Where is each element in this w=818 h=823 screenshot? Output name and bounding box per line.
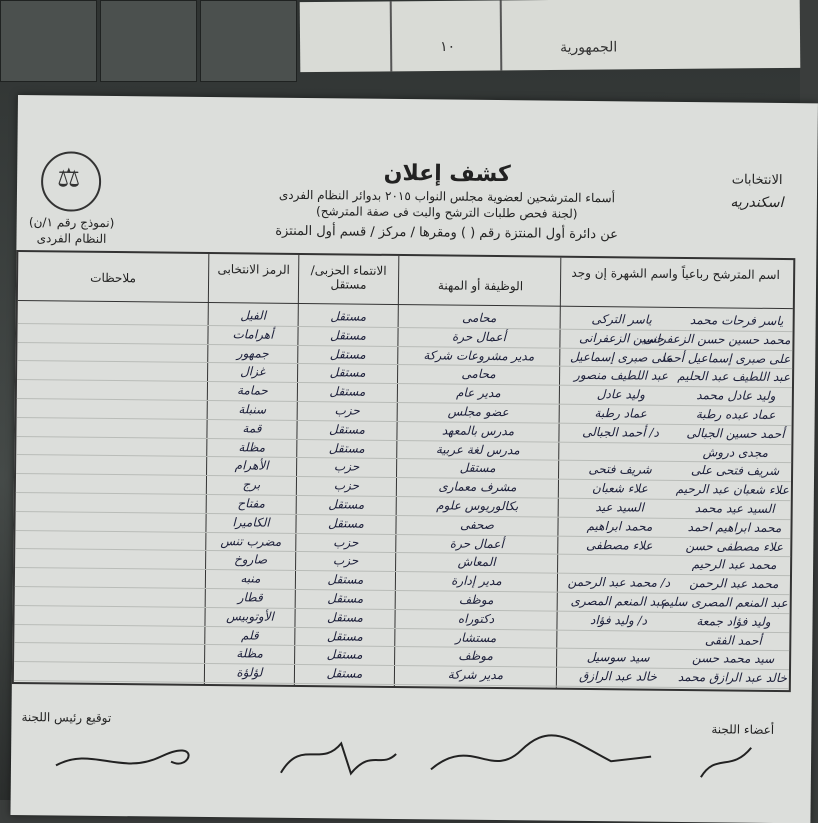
cell-name: عبد المنعم المصرى سليم xyxy=(661,594,788,611)
cell-symbol: مضرب تنس xyxy=(220,533,282,549)
candidates-table xyxy=(12,250,796,692)
cell-party: مستقل xyxy=(326,628,363,644)
cell-job: محامى xyxy=(461,310,497,326)
cell-name: ياسر فرحات محمد xyxy=(689,313,784,329)
column-header-symbol: الرمز الانتخابى xyxy=(217,262,290,277)
cell-party: حزب xyxy=(333,534,359,550)
cell-symbol: سنبلة xyxy=(238,402,267,417)
cell-symbol: صاروخ xyxy=(233,552,268,568)
cell-job: محامى xyxy=(461,367,496,382)
cell-job: موظف xyxy=(458,592,494,608)
cell-alias: د/ محمد عبد الرحمن xyxy=(567,574,671,591)
cell-job: مستقل xyxy=(459,461,496,476)
cell-party: حزب xyxy=(333,459,360,474)
cell-name: أحمد الفقى xyxy=(704,632,762,648)
top-sheet-divider xyxy=(500,0,503,70)
cell-job: المعاش xyxy=(457,555,496,570)
cell-symbol: قلم xyxy=(240,627,259,643)
cell-alias: د/ أحمد الجبالى xyxy=(582,424,659,440)
cell-alias: عبد اللطيف منصور xyxy=(574,368,669,384)
header-line2: (لجنة فحص طلبات الترشح والبت فى صفة المترشح) xyxy=(316,204,578,221)
cell-alias: ياسر التركى xyxy=(591,312,652,327)
cell-alias: حسين الزعفرانى xyxy=(578,330,664,346)
cell-name: محمد ابراهيم احمد xyxy=(687,519,782,535)
cell-job: مدرس لغة عربية xyxy=(435,441,520,457)
column-header-name: اسم المترشح رباعياً واسم الشهرة إن وجد xyxy=(571,265,780,282)
cell-symbol: منبه xyxy=(240,571,261,586)
cell-job: مدير عام xyxy=(455,385,501,401)
cell-alias: سيد سوسيل xyxy=(586,650,650,666)
cell-party: مستقل xyxy=(330,309,367,324)
cell-name: علاء مصطفى حسن xyxy=(685,538,784,554)
top-sheet-number: ١٠ xyxy=(440,38,456,55)
cell-party: مستقل xyxy=(329,346,366,362)
cell-party: مستقل xyxy=(329,365,366,381)
cell-job: عضو مجلس xyxy=(447,404,509,420)
top-sheet xyxy=(300,0,801,72)
cell-symbol: الكاميرا xyxy=(232,515,270,530)
cell-alias: السيد عيد xyxy=(595,500,645,515)
cell-alias: عماد رطبة xyxy=(594,406,647,421)
cell-party: حزب xyxy=(334,403,360,418)
header-line1: أسماء المترشحين لعضوية مجلس النواب ٢٠١٥ بدوائر النظام الفردى xyxy=(278,187,616,206)
cell-name: السيد عيد محمد xyxy=(694,501,775,516)
cell-name: على صبرى إسماعيل أحمد xyxy=(659,350,791,366)
cell-alias: علاء مصطفى xyxy=(585,537,653,553)
cell-symbol: الفيل xyxy=(240,308,267,323)
cell-alias xyxy=(559,631,677,632)
cell-alias: شريف فتحى xyxy=(588,462,652,478)
parliament-logo-icon xyxy=(41,151,102,212)
cell-symbol: غزال xyxy=(240,364,266,379)
handwritten-signatures xyxy=(51,725,772,793)
cell-symbol: مظلة xyxy=(238,439,266,455)
cell-alias: وليد عادل xyxy=(596,387,645,402)
cell-alias: عبد المنعم المصرى xyxy=(570,593,667,609)
cell-job: مدير مشروعات شركة xyxy=(423,347,535,364)
form-sub: النظام الفردى xyxy=(36,231,107,246)
header-divider xyxy=(18,300,793,309)
cell-party: مستقل xyxy=(327,591,364,606)
cell-symbol: الأوتوبيس xyxy=(226,609,275,624)
chair-signature-label: توقيع رئيس اللجنة xyxy=(21,710,112,726)
cell-name: علاء شعبان عبد الرحيم xyxy=(675,482,789,498)
cell-party: حزب xyxy=(333,478,360,493)
cell-alias: محمد ابراهيم xyxy=(586,518,653,534)
cell-symbol: جمهور xyxy=(236,345,269,361)
members-signature-label: أعضاء اللجنة xyxy=(711,722,775,737)
cell-name: عماد عبده رطبة xyxy=(695,407,776,422)
cell-job: صحفى xyxy=(459,517,495,532)
cell-alias xyxy=(560,556,678,557)
cell-alias: علاء شعبان xyxy=(591,481,648,496)
cell-name: سيد محمد حسن xyxy=(691,651,775,667)
cell-symbol: قطار xyxy=(237,590,263,605)
cell-party: مستقل xyxy=(326,647,363,663)
form-label: (نموذج رقم ١/ن) xyxy=(28,215,115,231)
cell-party: مستقل xyxy=(326,666,363,681)
cell-name: وليد فؤاد جمعة xyxy=(696,613,771,629)
wall-tile xyxy=(200,0,297,82)
cell-alias: على صبرى إسماعيل xyxy=(569,349,673,365)
cell-party: مستقل xyxy=(327,516,365,531)
cell-symbol: مظلة xyxy=(236,646,264,661)
cell-symbol: قمة xyxy=(242,421,262,436)
cell-name: مجدى دروش xyxy=(702,444,768,460)
cell-name: محمد عبد الرحمن xyxy=(689,576,779,592)
cell-party: مستقل xyxy=(328,422,366,437)
cell-name: محمد حسين حسن الزعفرانى xyxy=(643,331,791,347)
header-line3: عن دائرة أول المنتزة رقم ( ) ومقرها / مركز / قسم أول المنتزة xyxy=(275,223,618,243)
cell-job: مدرس بالمعهد xyxy=(441,423,515,439)
cell-party: مستقل xyxy=(327,572,364,587)
header-right-sub: اسكندريه xyxy=(730,194,784,212)
cell-party: مستقل xyxy=(329,328,367,343)
column-header-job: الوظيفة أو المهنة xyxy=(437,278,524,294)
wall-tile xyxy=(0,0,97,82)
cell-name: عبد اللطيف عبد الحليم xyxy=(677,369,791,385)
cell-symbol: الأهرام xyxy=(234,458,269,474)
cell-job: دكتوراه xyxy=(457,611,495,626)
cell-name: خالد عبد الرازق محمد xyxy=(677,670,788,686)
cell-job: أعمال حرة xyxy=(451,329,507,344)
cell-name: محمد عبد الرحيم xyxy=(691,557,777,573)
cell-job: أعمال حرة xyxy=(449,536,504,551)
cell-party: حزب xyxy=(332,553,359,568)
cell-name: شريف فتحى على xyxy=(690,463,780,479)
cell-symbol: مفتاح xyxy=(237,496,266,511)
cell-party: مستقل xyxy=(329,384,366,399)
cell-name: أحمد حسين الجبالى xyxy=(686,425,785,441)
page-title: كشف إعلان xyxy=(383,160,511,188)
cell-job: مدير إدارة xyxy=(451,573,502,589)
cell-symbol: أهرامات xyxy=(232,327,274,342)
top-sheet-divider xyxy=(390,1,393,71)
cell-job: موظف xyxy=(458,649,494,664)
cell-job: مدير شركة xyxy=(447,667,504,683)
header-right-label: الانتخابات xyxy=(731,172,783,189)
cell-job: مشرف معمارى xyxy=(438,479,517,495)
cell-name: وليد عادل محمد xyxy=(696,388,776,404)
column-header-notes: ملاحظات xyxy=(90,270,137,286)
column-header-party: الانتماء الحزبى/ مستقل xyxy=(310,263,387,292)
cell-alias xyxy=(561,443,679,444)
cell-symbol: لؤلؤة xyxy=(236,665,263,680)
cell-party: مستقل xyxy=(327,610,364,625)
cell-job: مستشار xyxy=(455,630,497,645)
cell-party: مستقل xyxy=(328,497,365,512)
cell-job: بكالوريوس علوم xyxy=(436,498,519,514)
announcement-sheet xyxy=(10,95,817,823)
cell-symbol: برج xyxy=(242,477,261,492)
top-sheet-text: الجمهورية xyxy=(560,39,618,56)
cell-symbol: حمامة xyxy=(236,383,268,398)
wall-tile xyxy=(100,0,197,82)
cell-alias: خالد عبد الرازق xyxy=(578,669,657,684)
cell-party: مستقل xyxy=(328,440,365,456)
cell-alias: د/ وليد فؤاد xyxy=(589,612,648,628)
